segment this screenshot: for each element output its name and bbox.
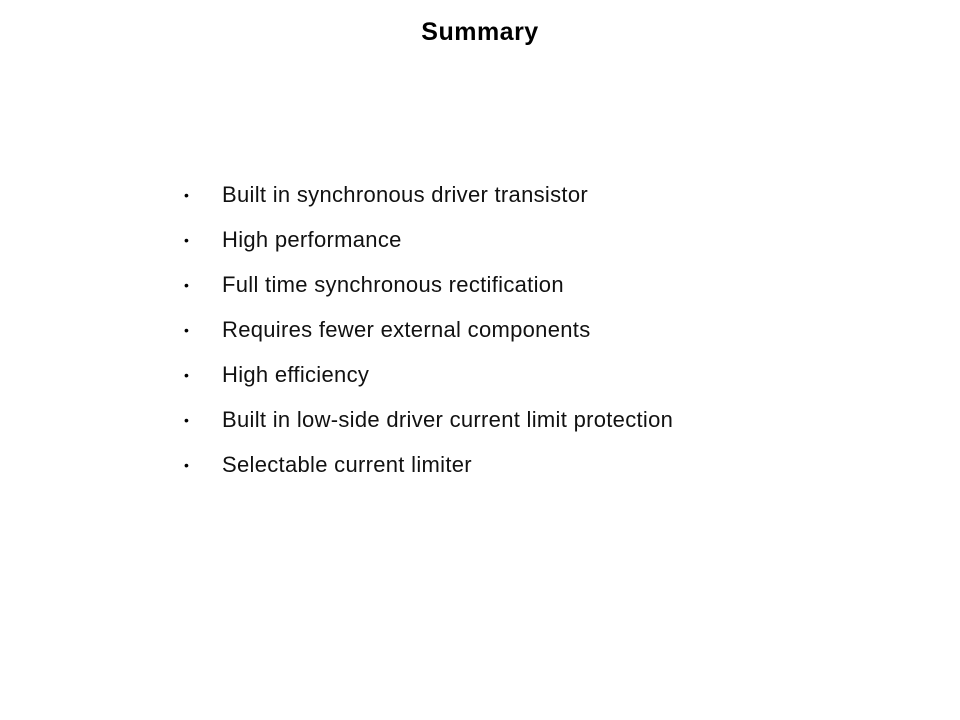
slide-title: Summary	[421, 18, 539, 46]
bullet-text: High efficiency	[222, 361, 370, 387]
bullet-item-high-performance	[184, 217, 864, 262]
bullet-dot: •	[184, 231, 189, 248]
bullet-item-full-time-sync-rectification	[184, 262, 864, 307]
bullet-item-fewer-components	[184, 307, 864, 352]
bullet-dot: •	[184, 411, 189, 428]
bullet-text: Selectable current limiter	[222, 451, 472, 477]
bullet-item-selectable-current-limiter	[184, 442, 864, 487]
summary-bullet-list	[184, 172, 864, 487]
bullet-dot: •	[184, 456, 189, 473]
bullet-item-built-in-sync-driver	[184, 172, 864, 217]
bullet-item-current-limit-protection	[184, 397, 864, 442]
bullet-dot: •	[184, 186, 189, 203]
bullet-text: Requires fewer external components	[222, 316, 591, 342]
bullet-text: Full time synchronous rectification	[222, 271, 564, 297]
bullet-dot: •	[184, 366, 189, 383]
bullet-text: Built in low-side driver current limit protection	[222, 406, 674, 432]
bullet-item-high-efficiency	[184, 352, 864, 397]
bullet-text: Built in synchronous driver transistor	[222, 181, 588, 207]
bullet-dot: •	[184, 321, 189, 338]
bullet-dot: •	[184, 276, 189, 293]
bullet-text: High performance	[222, 226, 402, 252]
